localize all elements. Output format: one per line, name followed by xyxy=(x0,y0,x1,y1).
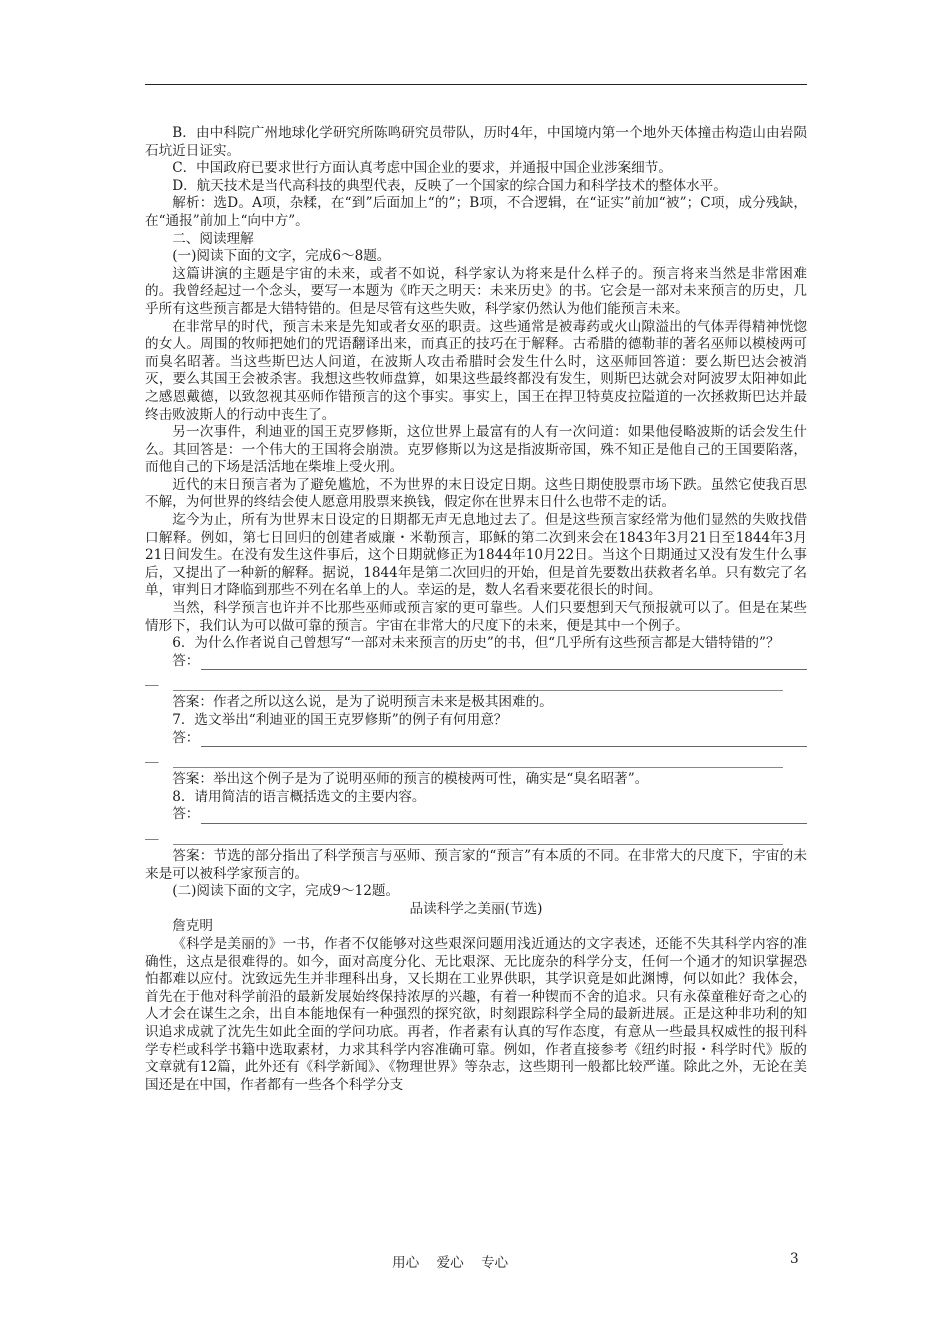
question-6: 6．为什么作者说自己曾想写“一部对未来预言的历史”的书，但“几乎所有这些预言都是大错特错的”？ xyxy=(172,635,780,652)
reading-para-6: 当然，科学预言也许并不比那些巫师或预言家的更可靠些。人们只要想到天气预报就可以了。但是在某些情形下，我们认为可以做可靠的预言。宇宙在非常大的尺度下的未来，便是其中一个例子。 xyxy=(145,600,807,634)
answer-label: 答： xyxy=(172,652,200,669)
header-rule xyxy=(145,84,807,85)
answer-blank[interactable] xyxy=(201,657,807,670)
section-heading: 二、阅读理解 xyxy=(172,230,254,247)
answer-blank-rule xyxy=(173,844,783,845)
reading-para-5: 迄今为止，所有为世界末日设定的日期都无声无息地过去了。但是这些预言家经常为他们显然的失败找借口解释。例如，第七日回归的创建者威廉・米勒预言，耶稣的第二次到来会在1843年3月21日至1844年3月21日间发生。在没有发生这件事后，这个日期就修正为1844年10月22日。当这个日期通过又没有发生什么事后，又提出了一种新的解释。据说，1844年是第二次回归的开始，但是首先要数出获救者名单。只有数完了名单，审判日才降临到那些不列在名单上的人。幸运的是，数人名看来要花很长的时间。 xyxy=(145,512,807,599)
answer-blank-row xyxy=(145,670,807,694)
reading-para-4: 近代的末日预言者为了避免尴尬，不为世界的末日设定日期。这些日期使股票市场下跌。虽然它使我百思不解，为何世界的终结会使人愿意用股票来换钱，假定你在世界末日什么也带不走的话。 xyxy=(145,476,807,511)
reading-para-1: 这篇讲演的主题是宇宙的未来，或者不如说，科学家认为将来是什么样子的。预言将来当然是非常困难的。我曾经起过一个念头，要写一本题为《昨天之明天：未来历史》的书。它会是一部对未来预言的历史，几乎所有这些预言都是大错特错的。但是尽管有这些失败，科学家仍然认为他们能预言未来。 xyxy=(145,265,807,317)
article-title: 品读科学之美丽(节选) xyxy=(409,900,543,917)
option-c: C．中国政府已要求世行方面认真考虑中国企业的要求，并通报中国企业涉案细节。 xyxy=(172,160,672,177)
analysis: 解析：选D。A项，杂糅，在“到”后面加上“的”；B项，不合逻辑，在“证实”前加“被”；C项，成分残缺，在“通报”前加上“向中方”。 xyxy=(145,195,807,229)
answer-blank-row xyxy=(145,747,807,771)
answer-blank-row xyxy=(145,824,807,848)
blank-dash: ＿ xyxy=(145,749,159,766)
answer-blank-rule xyxy=(173,767,783,768)
answer-8: 答案：节选的部分指出了科学预言与巫师、预言家的“预言”有本质的不同。在非常大的尺度下，宇宙的未来是可以被科学家预言的。 xyxy=(145,847,807,882)
article-author: 詹克明 xyxy=(172,918,213,935)
blank-dash: ＿ xyxy=(145,825,159,842)
part2-intro: (二)阅读下面的文字，完成9～12题。 xyxy=(172,883,400,900)
blank-dash: ＿ xyxy=(145,672,159,689)
answer-label: 答： xyxy=(172,729,200,746)
answer-7: 答案：举出这个例子是为了说明巫师的预言的模棱两可性，确实是“臭名昭著”。 xyxy=(172,771,649,788)
answer-6: 答案：作者之所以这么说，是为了说明预言未来是极其困难的。 xyxy=(172,694,553,711)
reading-para-2: 在非常早的时代，预言未来是先知或者女巫的职责。这些通常是被毒药或火山隙溢出的气体弄得精神恍惚的女人。周围的牧师把她们的咒语翻译出来，而真正的技巧在于解释。古希腊的德勒菲的著名巫师以模棱两可而臭名昭著。当这些斯巴达人问道，在波斯人攻击希腊时会发生什么时，这巫师回答道：要么斯巴达会被消灭，要么其国王会被杀害。我想这些牧师盘算，如果这些最终都没有发生，则斯巴达就会对阿波罗太阳神如此之感恩戴德，以致忽视其巫师作错预言的这个事实。事实上，国王在捍卫特莫皮拉隘道的一次拯救斯巴达并最终击败波斯人的行动中丧生了。 xyxy=(145,318,807,423)
option-d: D．航天技术是当代高科技的典型代表，反映了一个国家的综合国力和科学技术的整体水平。 xyxy=(172,177,727,194)
answer-blank-rule xyxy=(173,690,783,691)
answer-blank[interactable] xyxy=(201,811,807,824)
page-content xyxy=(145,125,807,1094)
question-8: 8．请用简洁的语言概括选文的主要内容。 xyxy=(172,788,426,805)
answer-label: 答： xyxy=(172,806,200,823)
question-7: 7．选文举出“利迪亚的国王克罗修斯”的例子有何用意？ xyxy=(172,712,508,728)
answer-line-6 xyxy=(145,653,807,671)
answer-line-8 xyxy=(145,806,807,824)
answer-line-7 xyxy=(145,730,807,748)
part1-intro: (一)阅读下面的文字，完成6～8题。 xyxy=(172,248,391,265)
footer-motto: 用心 爱心 专心 xyxy=(392,1255,509,1271)
answer-blank[interactable] xyxy=(201,734,807,747)
reading-para-7: 《科学是美丽的》一书，作者不仅能够对这些艰深问题用浅近通达的文字表述，还能不失其科学内容的准确性，这点是很难得的。如今，面对高度分化、无比艰深、无比庞杂的科学分支，任何一个通才的知识掌握恐怕都难以应付。沈致远先生并非理科出身，又长期在工业界供职，其学识竟是如此渊博，何以如此？我体会，首先在于他对科学前沿的最新发展始终保持浓厚的兴趣，有着一种锲而不舍的追求。只有永葆童稚好奇之心的人才会在谋生之余，出自本能地保有一种强烈的探究欲，时刻跟踪科学全局的最新进展。正是这种非功利的知识追求成就了沈先生如此全面的学问功底。再者，作者素有认真的写作态度，有意从一些最具权威性的报刊科学专栏或科学书籍中选取素材，力求其科学内容准确可靠。例如，作者直接参考《纽约时报・科学时代》版的文章就有12篇，此外还有《科学新闻》、《物理世界》等杂志，这些期刊一般都比较严谨。除此之外，无论在美国还是在中国，作者都有一些各个科学分支 xyxy=(145,935,807,1093)
reading-para-3: 另一次事件，利迪亚的国王克罗修斯，这位世界上最富有的人有一次问道：如果他侵略波斯的话会发生什么。其回答是：一个伟大的王国将会崩溃。克罗修斯以为这是指波斯帝国，殊不知正是他自己的王国要陷落，而他自己的下场是活活地在柴堆上受火刑。 xyxy=(145,424,807,476)
option-b: B．由中科院广州地球化学研究所陈鸣研究员带队，历时4年，中国境内第一个地外天体撞击构造山由岩陨石坑近日证实。 xyxy=(145,125,807,159)
page-number: 3 xyxy=(790,1251,799,1267)
